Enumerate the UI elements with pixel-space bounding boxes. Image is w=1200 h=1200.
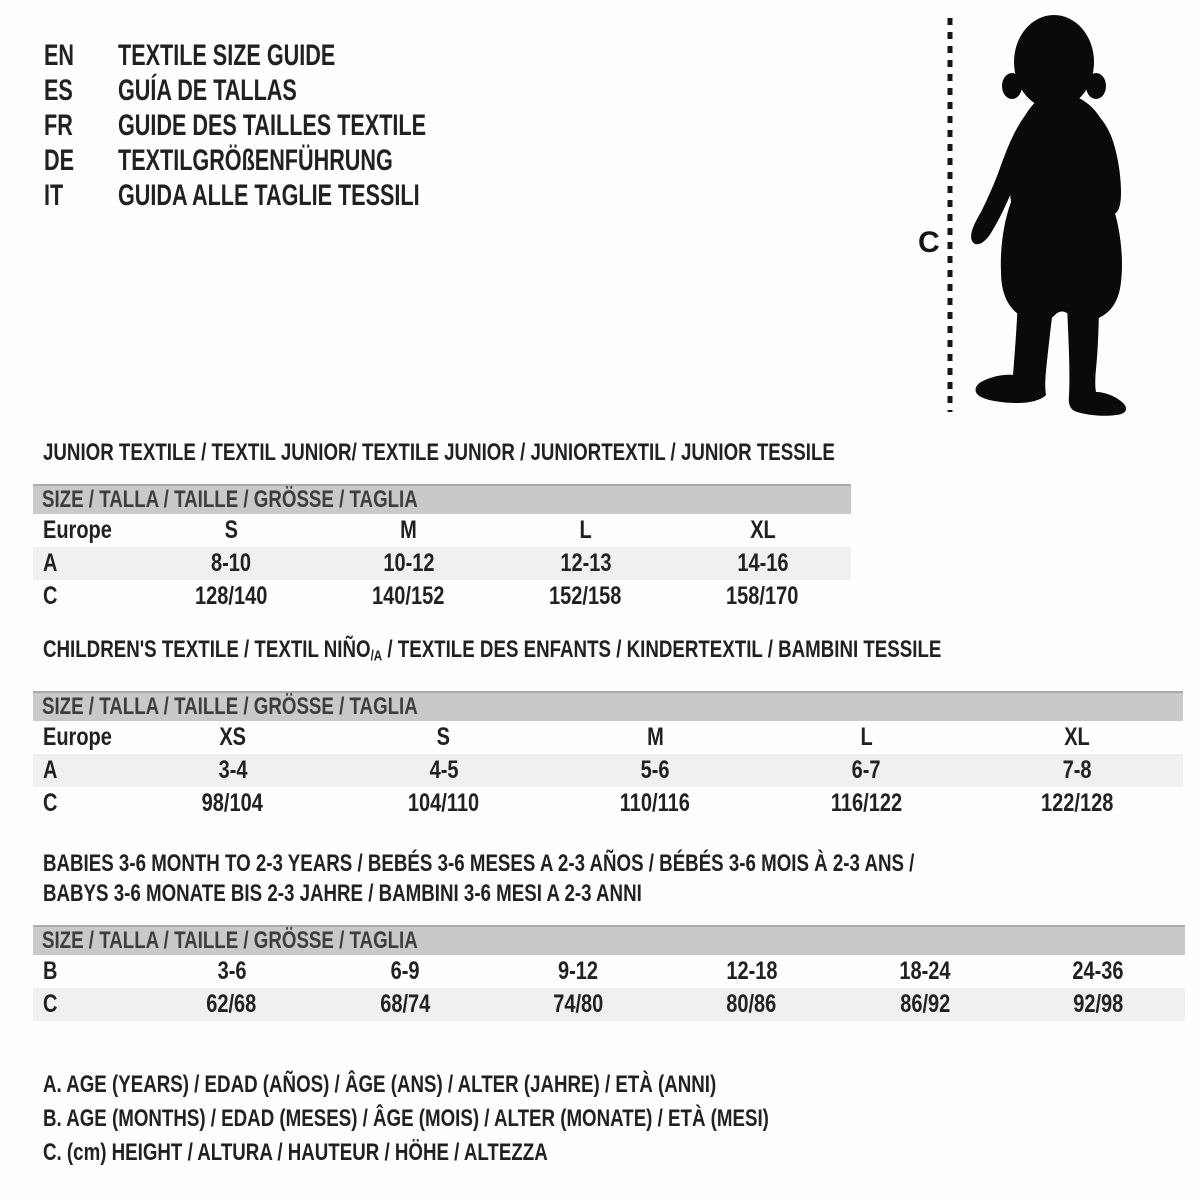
- footnote-line: B. AGE (MONTHS) / EDAD (MESES) / ÂGE (MOIS) / ALTER (MONATE) / ETÀ (MESI): [43, 1105, 769, 1132]
- language-list: [44, 38, 546, 213]
- table-cell: 8-10: [211, 549, 252, 577]
- size-header-bar: [33, 691, 1183, 721]
- section-heading: [43, 849, 1160, 909]
- table-cell: S: [224, 516, 239, 544]
- footnote-line: A. AGE (YEARS) / EDAD (AÑOS) / ÂGE (ANS) / ALTER (JAHRE) / ETÀ (ANNI): [43, 1071, 717, 1098]
- language-row: [44, 143, 546, 178]
- table-cell: 12-13: [559, 549, 612, 577]
- table-cell: 80/86: [726, 990, 777, 1018]
- section-babies: [33, 849, 1160, 1018]
- language-row: [44, 108, 546, 143]
- language-row: [44, 178, 546, 213]
- table-cell: 12-18: [726, 957, 778, 985]
- table-cell: 62/68: [206, 990, 257, 1018]
- table-cell: 68/74: [379, 990, 431, 1018]
- table-row: [33, 955, 1185, 988]
- footnote-line: C. (cm) HEIGHT / ALTURA / HAUTEUR / HÖHE / ALTEZZA: [43, 1139, 548, 1166]
- heading-text: JUNIOR TEXTILE / TEXTIL JUNIOR/ TEXTILE JUNIOR / JUNIORTEXTIL / JUNIOR TESSILE: [43, 439, 835, 466]
- row-label-cell: A: [43, 756, 58, 784]
- table-cell: 6-9: [390, 957, 420, 985]
- size-table-babies: [33, 925, 1185, 1021]
- heading-text: CHILDREN'S TEXTILE / TEXTIL NIÑO: [43, 636, 371, 663]
- table-cell: 152/158: [549, 582, 622, 610]
- table-cell: 18-24: [899, 957, 951, 985]
- table-row: [33, 580, 851, 613]
- baby-silhouette-figure: [890, 10, 1150, 420]
- language-code: FR: [44, 108, 73, 142]
- table-cell: XL: [1064, 723, 1091, 751]
- size-header-bar: [33, 925, 1185, 955]
- table-row: [33, 787, 1183, 820]
- language-label: GUIDE DES TAILLES TEXTILE: [118, 108, 427, 142]
- table-cell: 4-5: [429, 756, 459, 784]
- table-cell: S: [437, 723, 451, 751]
- table-cell: 6-7: [851, 756, 881, 784]
- table-cell: L: [860, 723, 873, 751]
- section-heading-line: [43, 879, 1160, 909]
- table-cell: 128/140: [195, 582, 268, 610]
- section-heading: [43, 439, 1058, 467]
- row-label-cell: C: [43, 789, 58, 817]
- language-code: IT: [44, 178, 64, 212]
- size-table-children: [33, 691, 1183, 820]
- heading-text: BABIES 3-6 MONTH TO 2-3 YEARS / BEBÉS 3-6 MESES A 2-3 AÑOS / BÉBÉS 3-6 MOIS À 2-3 ANS /: [43, 850, 915, 877]
- table-cell: 158/170: [726, 582, 799, 610]
- size-header-label: SIZE / TALLA / TAILLE / GRÖSSE / TAGLIA: [42, 927, 418, 954]
- table-row: [33, 547, 851, 580]
- language-label: TEXTILGRÖßENFÜHRUNG: [118, 143, 393, 177]
- size-header-bar: [33, 484, 851, 514]
- language-label: GUIDA ALLE TAGLIE TESSILI: [118, 178, 420, 212]
- table-cell: 98/104: [202, 789, 264, 817]
- table-cell: 7-8: [1062, 756, 1092, 784]
- table-cell: 110/116: [619, 789, 691, 817]
- table-cell: 140/152: [372, 582, 445, 610]
- heading-text: / TEXTILE DES ENFANTS / KINDERTEXTIL / BAMBINI TESSILE: [382, 636, 942, 663]
- table-row: [33, 514, 851, 547]
- section-children: [33, 636, 1195, 817]
- table-cell: XL: [749, 516, 776, 544]
- language-label: GUÍA DE TALLAS: [118, 73, 297, 107]
- language-row: [44, 73, 546, 108]
- table-cell: 5-6: [640, 756, 670, 784]
- table-cell: 86/92: [899, 990, 951, 1018]
- table-cell: 10-12: [382, 549, 435, 577]
- heading-text: BABYS 3-6 MONATE BIS 2-3 JAHRE / BAMBINI 3-6 MESI A 2-3 ANNI: [43, 880, 642, 907]
- table-cell: 116/122: [830, 789, 902, 817]
- language-code: DE: [44, 143, 75, 177]
- table-cell: 74/80: [553, 990, 604, 1018]
- table-cell: 24-36: [1072, 957, 1124, 985]
- language-code: ES: [44, 73, 73, 107]
- size-table-junior: [33, 484, 851, 613]
- section-heading-line: [43, 636, 1195, 670]
- table-cell: 3-4: [218, 756, 248, 784]
- table-cell: 122/128: [1041, 789, 1114, 817]
- table-cell: 14-16: [736, 549, 789, 577]
- table-cell: XS: [219, 723, 246, 751]
- row-label-cell: C: [43, 582, 58, 610]
- row-label-cell: Europe: [43, 723, 112, 751]
- row-label-cell: C: [43, 990, 58, 1018]
- table-cell: 9-12: [558, 957, 599, 985]
- table-row: [33, 754, 1183, 787]
- language-row: [44, 38, 546, 73]
- size-header-label: SIZE / TALLA / TAILLE / GRÖSSE / TAGLIA: [42, 486, 418, 513]
- table-cell: 104/110: [408, 789, 480, 817]
- language-label: TEXTILE SIZE GUIDE: [118, 38, 336, 72]
- language-code: EN: [44, 38, 75, 72]
- table-row: [33, 721, 1183, 754]
- table-cell: M: [646, 723, 664, 751]
- size-header-label: SIZE / TALLA / TAILLE / GRÖSSE / TAGLIA: [42, 693, 418, 720]
- table-row: [33, 988, 1185, 1021]
- table-cell: 3-6: [217, 957, 247, 985]
- section-junior: [33, 439, 1058, 610]
- heading-subscript: /A: [370, 648, 383, 665]
- measure-label-c: C: [918, 226, 940, 259]
- section-heading: [43, 636, 1195, 670]
- row-label-cell: Europe: [43, 516, 112, 544]
- section-heading-line: [43, 849, 1160, 879]
- footnotes: [43, 1068, 974, 1170]
- table-cell: L: [579, 516, 592, 544]
- section-heading-line: [43, 439, 1058, 467]
- table-cell: M: [400, 516, 417, 544]
- table-cell: 92/98: [1073, 990, 1124, 1018]
- row-label-cell: A: [43, 549, 58, 577]
- baby-silhouette-icon: [971, 15, 1126, 416]
- row-label-cell: B: [43, 957, 58, 985]
